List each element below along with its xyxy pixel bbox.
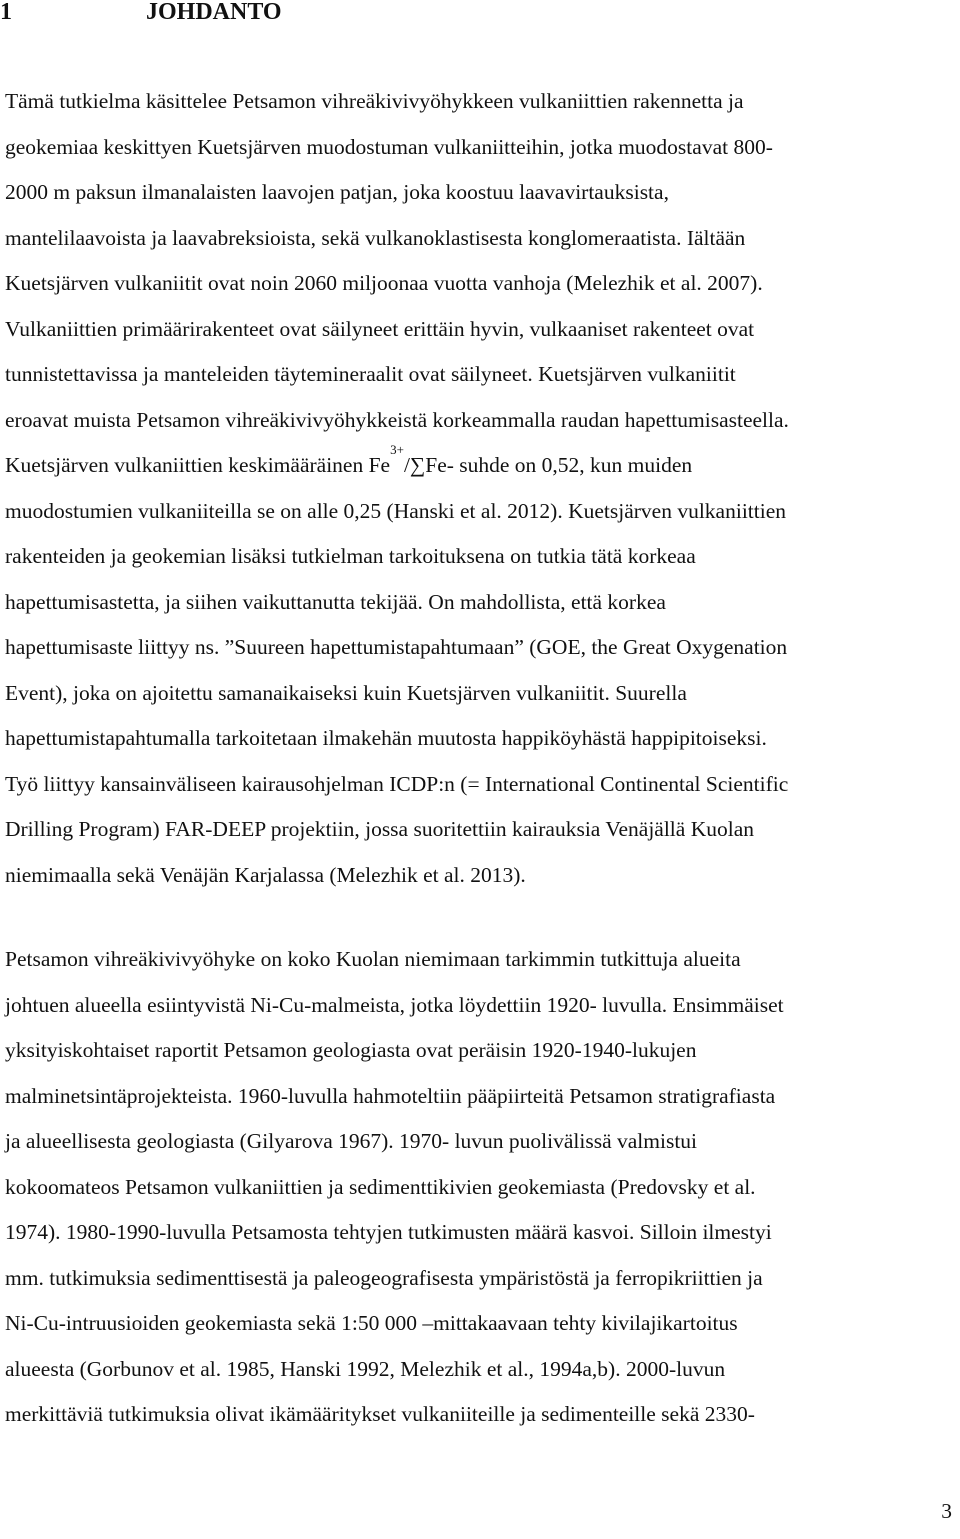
text-line: ja alueellisesta geologiasta (Gilyarova 1967). 1970- luvun puolivälissä valmistui xyxy=(5,1129,698,1153)
text-line: Kuetsjärven vulkaniitit ovat noin 2060 miljoonaa vuotta vanhoja (Melezhik et al. 2007). xyxy=(5,271,763,295)
paragraph-background xyxy=(5,937,784,1438)
text-line: Petsamon vihreäkivivyöhyke on koko Kuolan niemimaan tarkimmin tutkittuja alueita xyxy=(5,947,741,971)
section-heading xyxy=(0,0,282,28)
text-line: Työ liittyy kansainväliseen kairausohjelman ICDP:n (= International Continental Scientific xyxy=(5,771,789,796)
text-line: 2000 m paksun ilmanalaisten laavojen patjan, joka koostuu laavavirtauksista, xyxy=(5,180,669,204)
text-line: merkittäviä tutkimuksia olivat ikämääritykset vulkaniiteille ja sedimenteille sekä 2330- xyxy=(5,1402,755,1426)
text-line: yksityiskohtaiset raportit Petsamon geologiasta ovat peräisin 1920-1940-lukujen xyxy=(5,1038,697,1062)
text-line: alueesta (Gorbunov et al. 1985, Hanski 1992, Melezhik et al., 1994a,b). 2000-luvun xyxy=(5,1356,726,1381)
text-segment: /∑Fe- suhde on 0,52, kun muiden xyxy=(403,453,693,477)
text-line: mantelilaavoista ja laavabreksioista, sekä vulkanoklastisesta konglomeraatista. Iältään xyxy=(5,225,746,250)
text-line: kokoomateos Petsamon vulkaniittien ja sedimenttikivien geokemiasta (Predovsky et al. xyxy=(5,1174,756,1199)
text-line: Tämä tutkielma käsittelee Petsamon vihreäkivivyöhykkeen vulkaniittien rakennetta ja xyxy=(5,89,744,113)
text-line: 1974). 1980-1990-luvulla Petsamosta tehtyjen tutkimusten määrä kasvoi. Silloin ilmestyi xyxy=(5,1220,772,1244)
text-line: eroavat muista Petsamon vihreäkivivyöhykkeistä korkeammalla raudan hapettumisasteella. xyxy=(5,407,789,432)
text-line: johtuen alueella esiintyvistä Ni-Cu-malmeista, jotka löydettiin 1920- luvulla. Ensimmäiset xyxy=(5,992,784,1017)
paragraph-intro xyxy=(5,79,789,898)
section-number: 1 xyxy=(0,0,12,25)
text-line: malminetsintäprojekteista. 1960-luvulla hahmoteltiin pääpiirteitä Petsamon stratigrafiasta xyxy=(5,1083,776,1108)
text-line: Drilling Program) FAR-DEEP projektiin, jossa suoritettiin kairauksia Venäjällä Kuolan xyxy=(5,817,754,841)
text-line: tunnistettavissa ja manteleiden täytemineraalit ovat säilyneet. Kuetsjärven vulkaniitit xyxy=(5,362,736,386)
text-line: niemimaalla sekä Venäjän Karjalassa (Melezhik et al. 2013). xyxy=(5,862,526,887)
text-line: hapettumisastetta, ja siihen vaikuttanutta tekijää. On mahdollista, että korkea xyxy=(5,589,666,614)
text-segment: Kuetsjärven vulkaniittien keskimääräinen Fe xyxy=(5,453,391,477)
page-number: 3 xyxy=(941,1499,952,1523)
text-line: rakenteiden ja geokemian lisäksi tutkielman tarkoituksena on tutkia tätä korkeaa xyxy=(5,544,696,568)
text-line: muodostumien vulkaniiteilla se on alle 0,25 (Hanski et al. 2012). Kuetsjärven vulkaniittien xyxy=(5,498,787,523)
text-line: mm. tutkimuksia sedimenttisestä ja paleogeografisesta ympäristöstä ja ferropikriittien ja xyxy=(5,1265,763,1290)
text-line: Vulkaniittien primäärirakenteet ovat säilyneet erittäin hyvin, vulkaaniset rakenteet ovat xyxy=(5,316,755,341)
text-line: hapettumisaste liittyy ns. ”Suureen hapettumistapahtumaan” (GOE, the Great Oxygenation xyxy=(5,635,788,659)
section-title: JOHDANTO xyxy=(146,0,282,25)
text-line: Event), joka on ajoitettu samanaikaiseksi kuin Kuetsjärven vulkaniitit. Suurella xyxy=(5,680,687,705)
text-line: geokemiaa keskittyen Kuetsjärven muodostuman vulkaniitteihin, jotka muodostavat 800- xyxy=(5,134,773,159)
text-line: hapettumistapahtumalla tarkoitetaan ilmakehän muutosta happiköyhästä happipitoiseksi. xyxy=(5,726,767,750)
text-line-with-superscript xyxy=(5,443,789,489)
text-line: Ni-Cu-intruusioiden geokemiasta sekä 1:50 000 –mittakaavaan tehty kivilajikartoitus xyxy=(5,1311,738,1335)
superscript: 3+ xyxy=(390,442,404,457)
